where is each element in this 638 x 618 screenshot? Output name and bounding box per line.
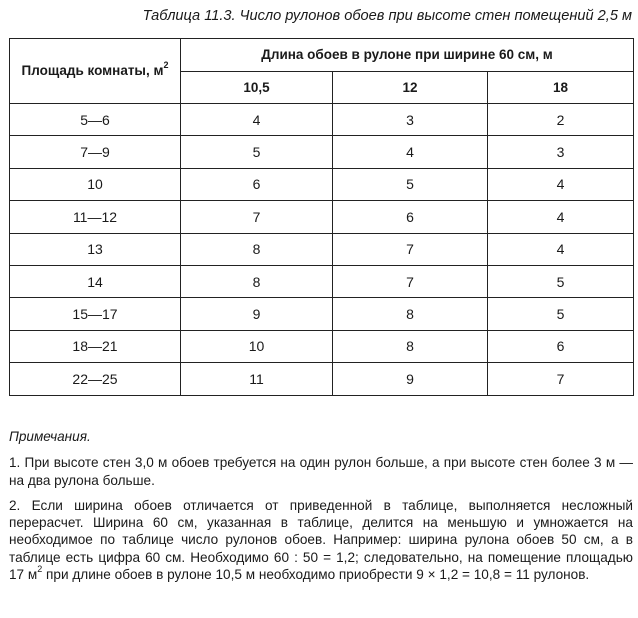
value-cell: 2 (488, 104, 634, 136)
table-row (10, 298, 634, 330)
table-row (10, 265, 634, 297)
table-row (10, 233, 634, 265)
table-caption: Таблица 11.3. Число рулонов обоев при высоте стен помещений 2,5 м (142, 8, 632, 24)
value-cell: 8 (181, 265, 333, 297)
value-cell: 7 (488, 363, 634, 395)
value-cell: 9 (333, 363, 488, 395)
area-cell: 14 (10, 265, 181, 297)
area-cell: 10 (10, 168, 181, 200)
value-cell: 6 (488, 330, 634, 362)
value-cell: 5 (488, 265, 634, 297)
table-row (10, 201, 634, 233)
value-cell: 5 (488, 298, 634, 330)
length-header-18: 18 (488, 72, 634, 104)
value-cell: 9 (181, 298, 333, 330)
value-cell: 4 (488, 233, 634, 265)
value-cell: 3 (488, 136, 634, 168)
value-cell: 6 (181, 168, 333, 200)
value-cell: 4 (488, 168, 634, 200)
value-cell: 7 (333, 233, 488, 265)
length-header-10-5: 10,5 (181, 72, 333, 104)
table-row (10, 136, 634, 168)
area-cell: 22—25 (10, 363, 181, 395)
value-cell: 7 (333, 265, 488, 297)
area-cell: 13 (10, 233, 181, 265)
value-cell: 5 (333, 168, 488, 200)
table-row (10, 363, 634, 395)
wallpaper-rolls-table (9, 38, 634, 396)
note-2: 2. Если ширина обоев отличается от приведенной в таблице, выполняется несложный перерасчет. Ширина 60 см, указанная в таблице, делится на меньшую и умножается на необходимое по таблице число рулонов обоев. Например: ширина рулона обоев 50 см, а в таблице есть цифра 60 см. Необходимо 60 : 50 = 1,2; следовательно, на помещение площадью 17 $м^2$ при длине обоев в рулоне 10,5 м необходимо приобрести 9 × 1,2 = 10,8 = 11 рулонов. (9, 497, 633, 583)
area-cell: 15—17 (10, 298, 181, 330)
length-header-12: 12 (333, 72, 488, 104)
note-1: 1. При высоте стен 3,0 м обоев требуется на один рулон больше, а при высоте стен более 3 м — на два рулона больше. (9, 455, 633, 488)
value-cell: 4 (333, 136, 488, 168)
value-cell: 4 (181, 104, 333, 136)
value-cell: 6 (333, 201, 488, 233)
area-cell: 5—6 (10, 104, 181, 136)
table-header-row (10, 39, 634, 72)
value-cell: 8 (333, 330, 488, 362)
table-row (10, 330, 634, 362)
notes-title: Примечания. (9, 429, 91, 444)
value-cell: 8 (181, 233, 333, 265)
value-cell: 8 (333, 298, 488, 330)
value-cell: 10 (181, 330, 333, 362)
area-cell: 7—9 (10, 136, 181, 168)
notes-section (9, 428, 633, 591)
table-row (10, 168, 634, 200)
area-column-header: Площадь комнаты, $м^2$ (10, 39, 181, 104)
value-cell: 4 (488, 201, 634, 233)
value-cell: 7 (181, 201, 333, 233)
table-row (10, 104, 634, 136)
value-cell: 11 (181, 363, 333, 395)
area-cell: 18—21 (10, 330, 181, 362)
area-cell: 11—12 (10, 201, 181, 233)
value-cell: 3 (333, 104, 488, 136)
length-column-group-header: Длина обоев в рулоне при ширине 60 см, м (181, 39, 634, 72)
value-cell: 5 (181, 136, 333, 168)
